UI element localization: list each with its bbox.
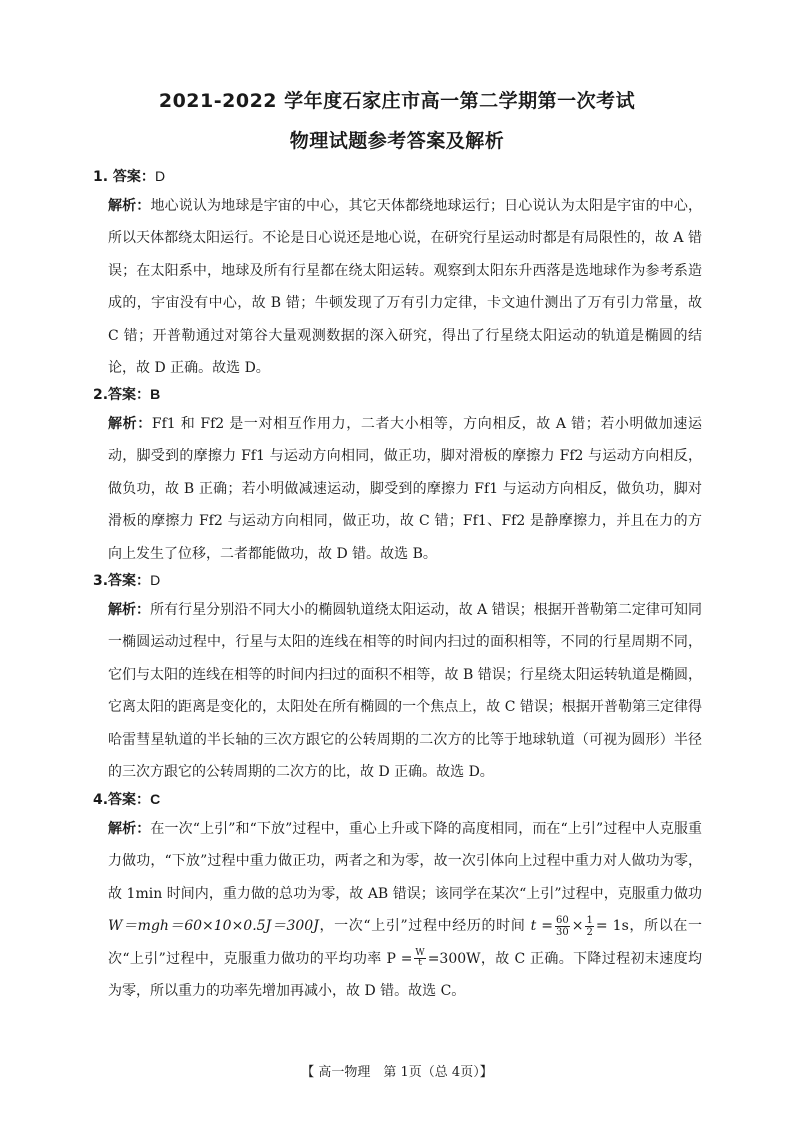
analysis-q1	[108, 190, 702, 384]
analysis-label: 解析：	[108, 416, 152, 432]
analysis-text-b: ，一次“上引”过程中经历的时间	[318, 918, 531, 935]
document-title: 2021-2022 学年度石家庄市高一第二学期第一次考试	[158, 90, 636, 112]
analysis-text: 所有行星分别沿不同大小的椭圆轨道绕太阳运动，故 A 错误；根据开普勒第二定律可知同一椭圆运动过程中，行星与太阳的连线在相等的时间内扫过的面积相等，不同的行星周期不同，它们与太阳的连线在相等的时间内扫过的面积不相等，故 B 错误；行星绕太阳运转轨道是椭圆，它离太阳的距离是变化的，太阳处在所有椭圆的一个焦点上，故 C 错误；根据开普勒第三定律得哈雷彗星轨道的半长轴的三次方跟它的公转周期的二次方的比等于地球轨道（可视为圆形）半径的三次方跟它的公转周期的二次方的比，故 D 正确。故选 D。	[108, 602, 703, 781]
fraction-denominator: t	[418, 958, 422, 969]
answer-value: C	[150, 791, 161, 807]
answer-label: 3.答案：	[93, 573, 151, 589]
fraction-w-t	[414, 949, 425, 968]
power-formula-lhs: P =	[386, 950, 413, 967]
time-formula-lhs: t =	[530, 918, 554, 935]
analysis-q2	[108, 408, 702, 570]
analysis-label: 解析：	[108, 821, 151, 837]
analysis-label: 解析：	[108, 198, 151, 214]
fraction-numerator: W	[415, 948, 425, 959]
answer-value: D	[154, 168, 166, 184]
fraction-numerator: 1	[586, 914, 593, 926]
analysis-label: 解析：	[108, 602, 151, 618]
fraction-denominator: 30	[556, 926, 569, 938]
answer-line-q2	[93, 384, 160, 405]
power-formula-rhs: =300W	[427, 950, 481, 967]
work-formula: W＝mgh＝60×10×0.5J＝300J	[108, 918, 319, 935]
fraction-denominator: 2	[586, 926, 593, 938]
fraction-60-30	[555, 915, 570, 938]
time-formula-rhs: = 1s	[595, 918, 629, 935]
analysis-q4	[108, 813, 702, 1007]
answer-value: D	[150, 572, 161, 588]
analysis-q3	[108, 594, 702, 788]
analysis-text: Ff1 和 Ff2 是一对相互作用力，二者大小相等，方向相反，故 A 错；若小明做加速运动，脚受到的摩擦力 Ff1 与运动方向相同，做正功，脚对滑板的摩擦力 Ff2 与运动方向相反，做负功，故 B 正确；若小明做减速运动，脚受到的摩擦力 Ff1 与运动方向相反，做负功，脚对滑板的摩擦力 Ff2 与运动方向相同，做正功，故 C 错；Ff1、Ff2 是静摩擦力，并且在力的方向上发生了位移，二者都能做功，故 D 错。故选 B。	[108, 416, 703, 562]
fraction-numerator: 60	[556, 914, 569, 926]
times-sign: ×	[571, 918, 584, 935]
answer-line-q3	[93, 570, 160, 591]
answer-label: 2.答案：	[93, 387, 151, 403]
page-footer: 【 高一物理 第 1页（总 4页）】	[301, 1065, 493, 1080]
answer-label: 1. 答案：	[93, 169, 155, 185]
answer-line-q1	[93, 166, 165, 187]
document-subtitle: 物理试题参考答案及解析	[289, 130, 505, 152]
analysis-text-a: 在一次“上引”和“下放”过程中，重心上升或下降的高度相同，而在“上引”过程中人克服重力做功，“下放”过程中重力做正功，两者之和为零，故一次引体向上过程中重力对人做功为零，故 1min 时间内，重力做的总功为零，故 AB 错误；该同学在某次“上引”过程中，克服重力做功	[108, 821, 703, 902]
answer-line-q4	[93, 789, 160, 810]
answer-label: 4.答案：	[93, 792, 151, 808]
analysis-text: 地心说认为地球是宇宙的中心，其它天体都绕地球运行；日心说认为太阳是宇宙的中心，所以天体都绕太阳运行。不论是日心说还是地心说，在研究行星运动时都是有局限性的，故 A 错误；在太阳系中，地球及所有行星都在绕太阳运转。观察到太阳东升西落是选地球作为参考系造成的，宇宙没有中心，故 B 错；牛顿发现了万有引力定律，卡文迪什测出了万有引力常量，故 C 错；开普勒通过对第谷大量观测数据的深入研究，得出了行星绕太阳运动的轨道是椭圆的结论，故 D 正确。故选 D。	[108, 198, 703, 377]
answer-value: B	[150, 386, 161, 402]
analysis-text-d: ，故 C 正确。下降过程初末速度均为零，所以重力的功率先增加再减小，故 D 错。故选 C。	[108, 950, 702, 1000]
analysis-text-c: ，所以在一次“上引”过程中，克服重力做功的平均功率	[108, 918, 703, 967]
fraction-1-2	[585, 915, 593, 938]
